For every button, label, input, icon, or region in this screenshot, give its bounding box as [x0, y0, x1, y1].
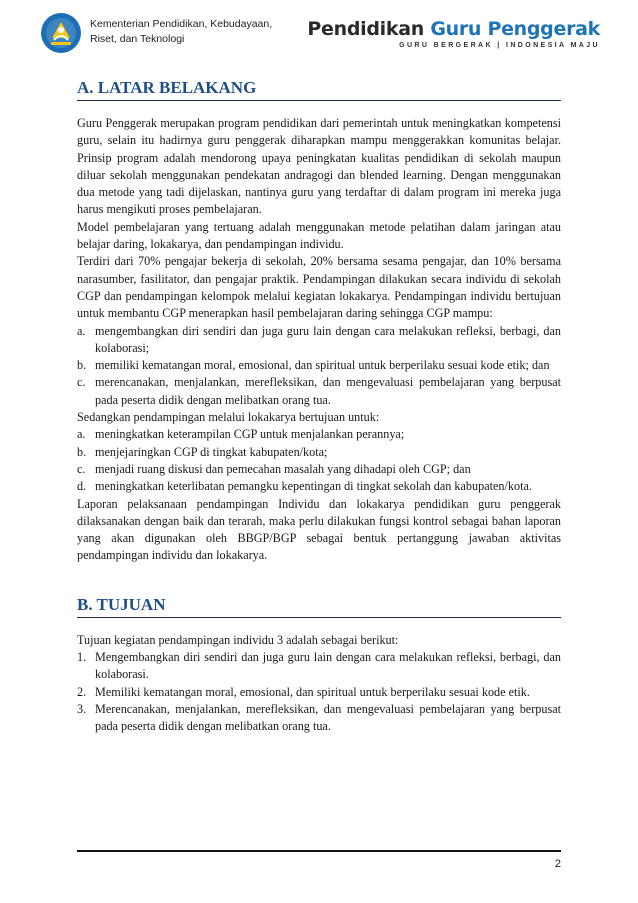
list-item-text: meningkatkan keterlibatan pemangku kepentingan di tingkat sekolah dan kabupaten/kota.: [95, 479, 532, 494]
mentoring-goals-list: [77, 323, 561, 409]
list-item: [77, 374, 561, 409]
brand-word-1: Pendidikan: [307, 18, 424, 40]
list-item-text: Memiliki kematangan moral, emosional, dan spiritual untuk berperilaku sesuai kode etik.: [95, 684, 530, 699]
list-item: [77, 478, 561, 495]
list-item: [77, 444, 561, 461]
list-item: [77, 701, 561, 736]
brand-word-2: Guru Penggerak: [430, 18, 600, 40]
list-item: [77, 461, 561, 478]
brand-tagline: GURU BERGERAK | INDONESIA MAJU: [399, 42, 600, 49]
list-item-text: menjadi ruang diskusi dan pemecahan masalah yang dihadapi oleh CGP; dan: [95, 461, 471, 476]
list-item-text: meningkatkan keterampilan CGP untuk menjalankan perannya;: [95, 427, 405, 442]
list-item-text: menjejaringkan CGP di tingkat kabupaten/kota;: [95, 444, 328, 459]
list-marker: 3.: [77, 701, 87, 716]
list-item: [77, 357, 561, 374]
list-marker: b.: [77, 358, 87, 373]
ministry-line-2: Riset, dan Teknologi: [90, 33, 185, 45]
objectives-list: [77, 649, 561, 735]
list-marker: a.: [77, 427, 86, 442]
section-a-title: A. LATAR BELAKANG: [77, 78, 561, 101]
list-item-text: memiliki kematangan moral, emosional, dan spiritual untuk berperilaku sesuai kode etik; dan: [95, 358, 550, 373]
ministry-name: [90, 17, 272, 47]
page-number: 2: [554, 858, 561, 870]
list-marker: 2.: [77, 684, 87, 699]
list-item: [77, 684, 561, 701]
list-marker: 1.: [77, 650, 87, 665]
list-marker: d.: [77, 479, 87, 494]
document-body: [77, 78, 561, 736]
section-a-paragraph: Sedangkan pendampingan melalui lokakarya bertujuan untuk:: [77, 410, 380, 425]
section-b-intro: Tujuan kegiatan pendampingan individu 3 adalah sebagai berikut:: [77, 632, 399, 647]
footer-divider: [77, 850, 561, 852]
section-a-paragraph: Laporan pelaksanaan pendampingan Individu dan lokakarya pendidikan guru penggerak dilaksanakan dengan baik dan terarah, maka perlu dilakukan fungsi kontrol sebagai bahan laporan yang akan digunakan oleh BBGP/BGP sebagai bentuk pertanggung jawaban aktivitas pendampingan individu dan lokakarya.: [77, 496, 561, 563]
workshop-goals-list: [77, 426, 561, 495]
list-item: [77, 426, 561, 443]
section-a-paragraph: Model pembelajaran yang tertuang adalah menggunakan metode pelatihan dalam jaringan atau belajar daring, lokakarya, dan pendampingan individu.: [77, 219, 561, 252]
list-item-text: mengembangkan diri sendiri dan juga guru lain dengan cara melakukan refleksi, berbagi, dan kolaborasi;: [95, 323, 561, 355]
page-header: [40, 12, 600, 62]
list-marker: a.: [77, 323, 86, 338]
list-marker: c.: [77, 375, 86, 390]
list-marker: b.: [77, 444, 87, 459]
section-a-paragraph: Terdiri dari 70% pengajar bekerja di sekolah, 20% bersama sesama pengajar, dan 10% bersama narasumber, fasilitator, dan pengajar praktik. Pendampingan dilakukan secara individu di sekolah CGP dan pendampingan kelompok melalui kegiatan lokakarya. Pendampingan individu bertujuan untuk membantu CGP menerapkan hasil pembelajaran daring sehingga CGP mampu:: [77, 254, 561, 321]
list-item-text: merencanakan, menjalankan, merefleksikan, dan mengevaluasi pembelajaran yang berpusat pada peserta didik dengan melibatkan orang tua.: [95, 375, 561, 407]
section-b-title: B. TUJUAN: [77, 595, 561, 618]
list-item: [77, 649, 561, 684]
list-item-text: Mengembangkan diri sendiri dan juga guru lain dengan cara melakukan refleksi, berbagi, dan kolaborasi.: [95, 650, 561, 682]
ministry-line-1: Kementerian Pendidikan, Kebudayaan,: [90, 18, 273, 30]
list-item-text: Merencanakan, menjalankan, merefleksikan, dan mengevaluasi pembelajaran yang berpusat pada peserta didik dengan melibatkan orang tua.: [95, 701, 561, 734]
tut-wuri-handayani-logo: [40, 12, 82, 54]
list-marker: c.: [77, 461, 86, 476]
brand-title: [307, 18, 600, 40]
list-item: [77, 323, 561, 358]
guru-penggerak-logo: [307, 18, 600, 49]
section-a-paragraph: Guru Penggerak merupakan program pendidikan dari pemerintah untuk meningkatkan kompetensi guru, selain itu hadirnya guru penggerak diharapkan mampu menggerakkan komunitas belajar. Prinsip program adalah mendorong upaya peningkatan kualitas pendidikan di sekolah maupun diluar sekolah menggunakan pendekatan andragogi dan blended learning. Dengan menggunakan dua metode yang tadi dijelaskan, nantinya guru yang terdaftar di dalam program ini mereka juga harus mengikuti proses pembelajaran.: [77, 116, 561, 217]
